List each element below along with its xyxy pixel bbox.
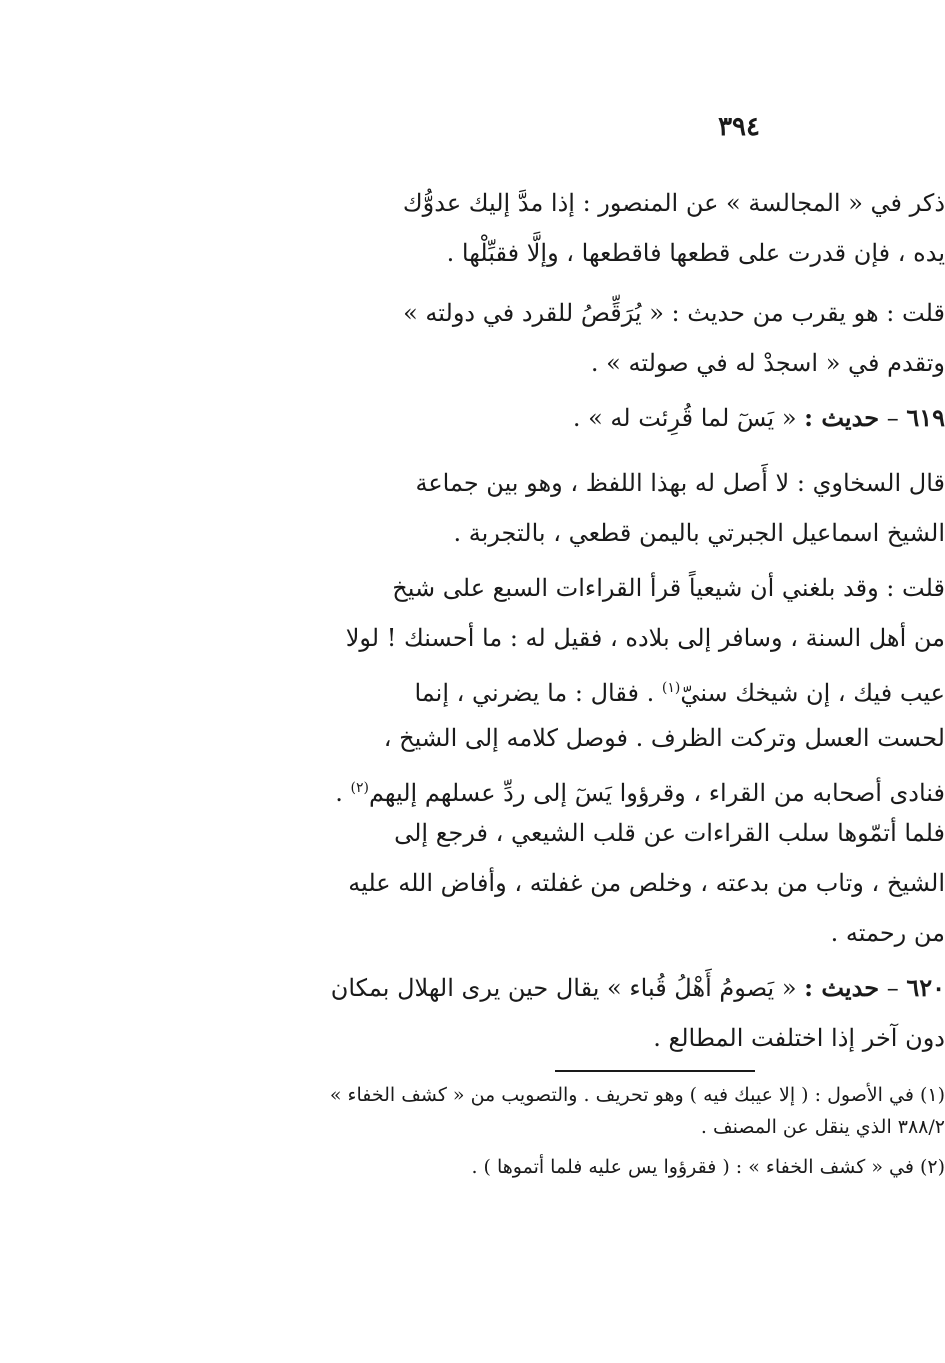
footnote-ref-2: (٢) [350, 780, 369, 796]
text-line: دون آخر إذا اختلفت المطالع . [653, 1024, 945, 1052]
text-line: فلما أتمّوها سلب القراءات عن قلب الشيعي ، فرجع إلى [394, 819, 945, 847]
text-line: قلت : وقد بلغني أن شيعياً قرأ القراءات السبع على شيخ [392, 574, 945, 602]
text-line: يده ، فإن قدرت على قطعها فاقطعها ، وإلَّا فقبِّلْها . [446, 239, 945, 267]
hadith-number: ٦١٩ [906, 403, 945, 432]
text-line [0, 768, 945, 813]
footnote-divider [555, 1070, 755, 1072]
page-number: ٣٩٤ [718, 112, 760, 142]
footnote-ref-1: (١) [661, 680, 681, 696]
hadith-keyword: حديث : [804, 403, 880, 432]
text-line: الشيخ ، وتاب من بدعته ، وخلص من غفلته ، وأفاض الله عليه [348, 869, 945, 897]
text-line: من رحمته . [830, 919, 945, 947]
text-line: ذكر في « المجالسة » عن المنصور : إذا مدَّ إليك عدوُّك [402, 189, 945, 217]
text-line: لحست العسل وتركت الظرف . فوصل كلامه إلى الشيخ ، [383, 724, 945, 752]
text-segment: عيب فيك ، إن شيخك سنيّ [680, 679, 945, 707]
text-line: من أهل السنة ، وسافر إلى بلاده ، فقيل له : ما أحسنك ! لولا [345, 624, 945, 652]
hadith-619-heading [0, 398, 945, 438]
hadith-dash: – [886, 404, 899, 432]
text-segment: . [335, 779, 343, 807]
hadith-620-heading [0, 968, 945, 1008]
text-line: قلت : هو يقرب من حديث : « يُرَقِّصُ للقرد في دولته » [403, 299, 945, 327]
text-segment: . فقال : ما يضرني ، إنما [414, 679, 655, 707]
hadith-keyword: حديث : [804, 973, 880, 1002]
footnote-2: (٢) في « كشف الخفاء » : ( فقرؤوا يس عليه فلما أتموها ) . [471, 1156, 945, 1178]
text-line [0, 668, 945, 713]
hadith-dash: – [886, 974, 899, 1002]
footnote-1-cont: ٣٨٨/٢ الذي ينقل عن المصنف . [700, 1116, 945, 1138]
text-line: قال السخاوي : لا أَصل له بهذا اللفظ ، وهو بين جماعة [415, 469, 945, 497]
text-segment: فنادى أصحابه من القراء ، وقرؤوا يَسٓ إلى ردِّ عسلهم إليهم [368, 779, 945, 807]
text-line: وتقدم في « اسجدْ له في صولته » . [590, 349, 945, 377]
hadith-text: « يَسٓ لما قُرِئت له » . [572, 404, 797, 432]
hadith-number: ٦٢٠ [906, 973, 945, 1002]
text-line: الشيخ اسماعيل الجبرتي باليمن قطعي ، بالتجربة . [453, 519, 945, 547]
footnote-1: (١) في الأصول : ( إلا عيبك فيه ) وهو تحريف . والتصويب من « كشف الخفاء » [329, 1084, 945, 1106]
hadith-text: « يَصومُ أَهْلُ قُباء » يقال حين يرى الهلال بمكان [330, 974, 797, 1002]
